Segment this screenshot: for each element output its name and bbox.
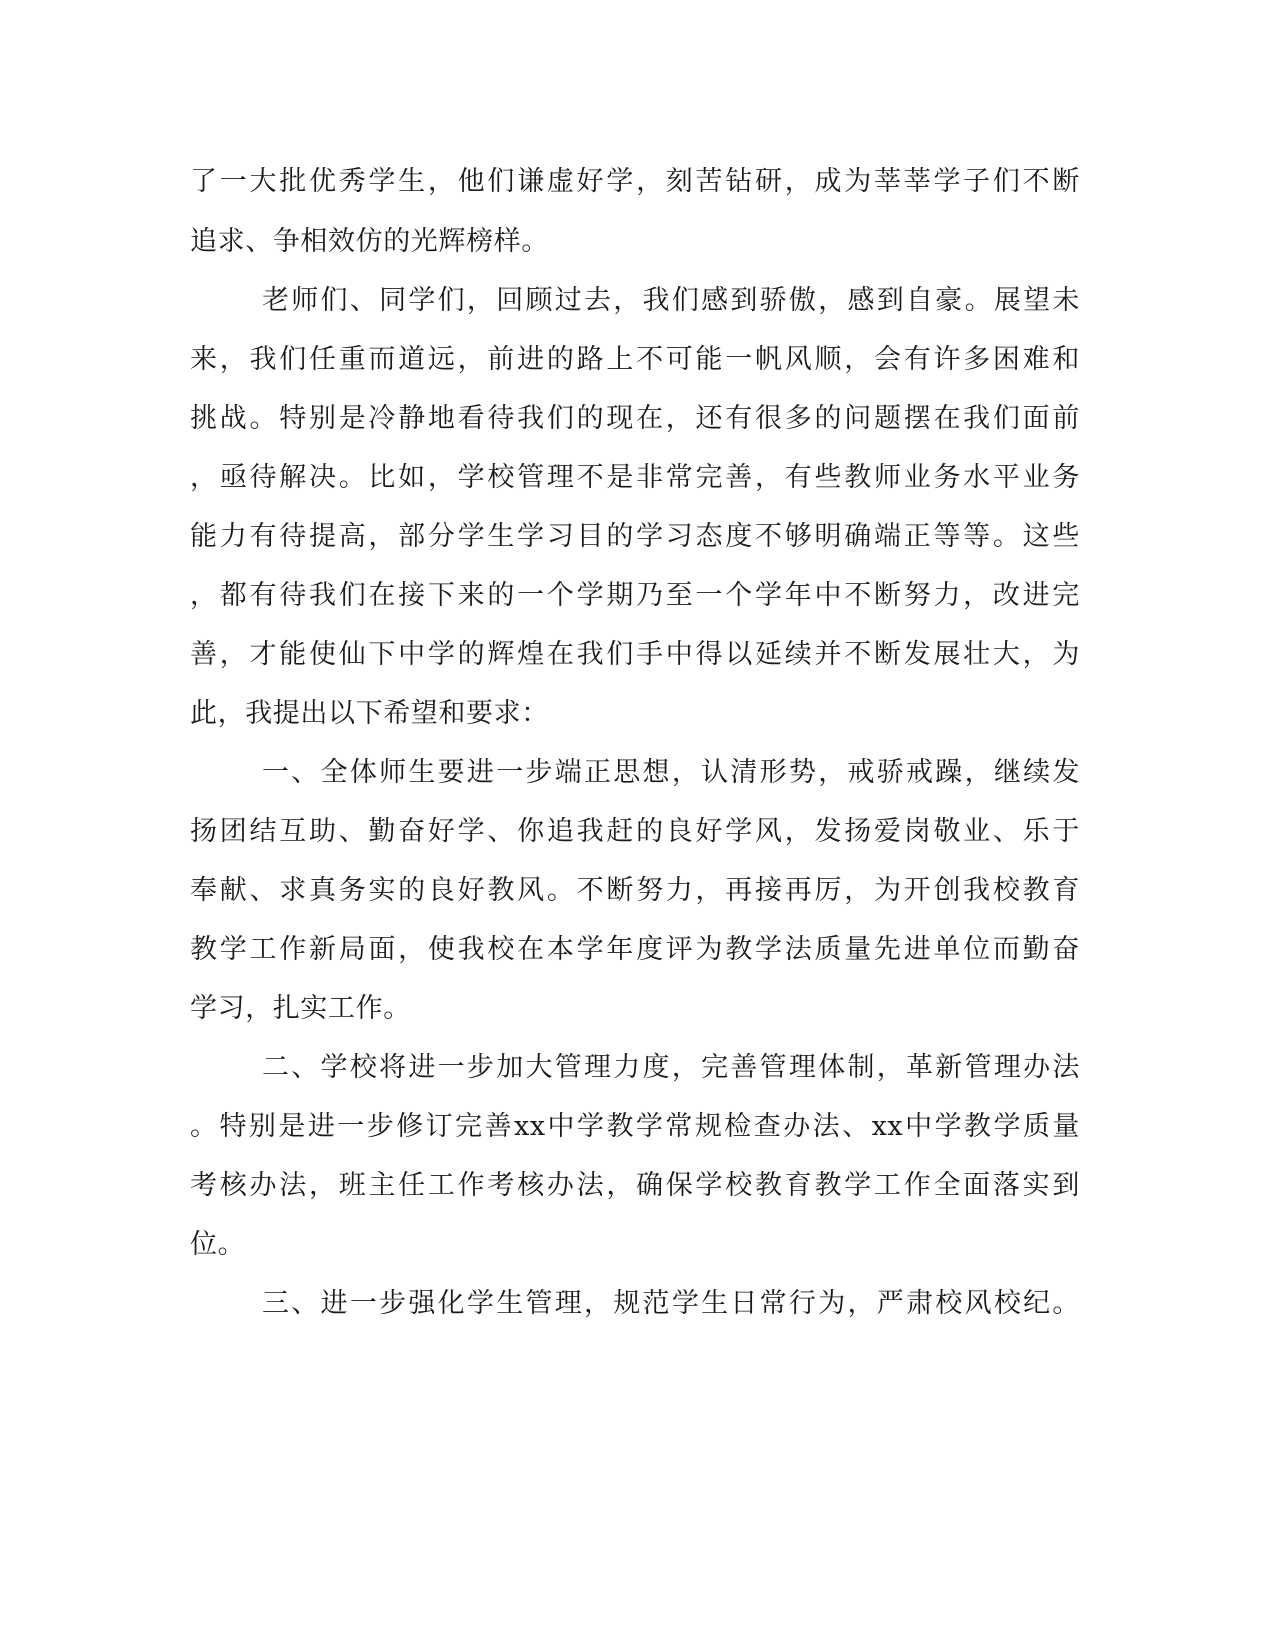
text-line-1: 了一大批优秀学生，他们谦虚好学，刻苦钻研，成为莘莘学子们不断 [190,166,1080,197]
text-line-20: 三、进一步强化学生管理，规范学生日常行为，严肃校风校纪。 [262,1288,1080,1319]
text-line-18: 考核办法，班主任工作考核办法，确保学校教育教学工作全面落实到 [190,1170,1080,1201]
text-line-19: 位。 [190,1229,246,1260]
text-line-15: 学习，扎实工作。 [190,993,411,1024]
text-line-13: 奉献、求真务实的良好教风。不断努力，再接再厉，为开创我校教育 [190,875,1080,906]
text-line-3: 老师们、同学们，回顾过去，我们感到骄傲，感到自豪。展望未 [262,285,1080,316]
text-line-11: 一、全体师生要进一步端正思想，认清形势，戒骄戒躁，继续发 [262,757,1080,788]
text-line-14: 教学工作新局面，使我校在本学年度评为教学法质量先进单位而勤奋 [190,934,1080,965]
text-line-12: 扬团结互助、勤奋好学、你追我赶的良好学风，发扬爱岗敬业、乐于 [190,816,1080,847]
text-line-2: 追求、争相效仿的光辉榜样。 [190,226,549,257]
text-line-17: 。特别是进一步修订完善xx中学教学常规检查办法、xx中学教学质量 [190,1111,1080,1142]
text-line-5: 挑战。特别是冷静地看待我们的现在，还有很多的问题摆在我们面前 [190,403,1080,434]
text-line-10: 此，我提出以下希望和要求： [190,698,549,729]
text-line-9: 善，才能使仙下中学的辉煌在我们手中得以延续并不断发展壮大，为 [190,639,1080,670]
text-line-6: ，亟待解决。比如，学校管理不是非常完善，有些教师业务水平业务 [190,462,1080,493]
text-line-8: ，都有待我们在接下来的一个学期乃至一个学年中不断努力，改进完 [190,580,1080,611]
text-line-7: 能力有待提高，部分学生学习目的学习态度不够明确端正等等。这些 [190,521,1080,552]
text-line-16: 二、学校将进一步加大管理力度，完善管理体制，革新管理办法 [262,1052,1080,1083]
text-line-4: 来，我们任重而道远，前进的路上不可能一帆风顺，会有许多困难和 [190,344,1080,375]
